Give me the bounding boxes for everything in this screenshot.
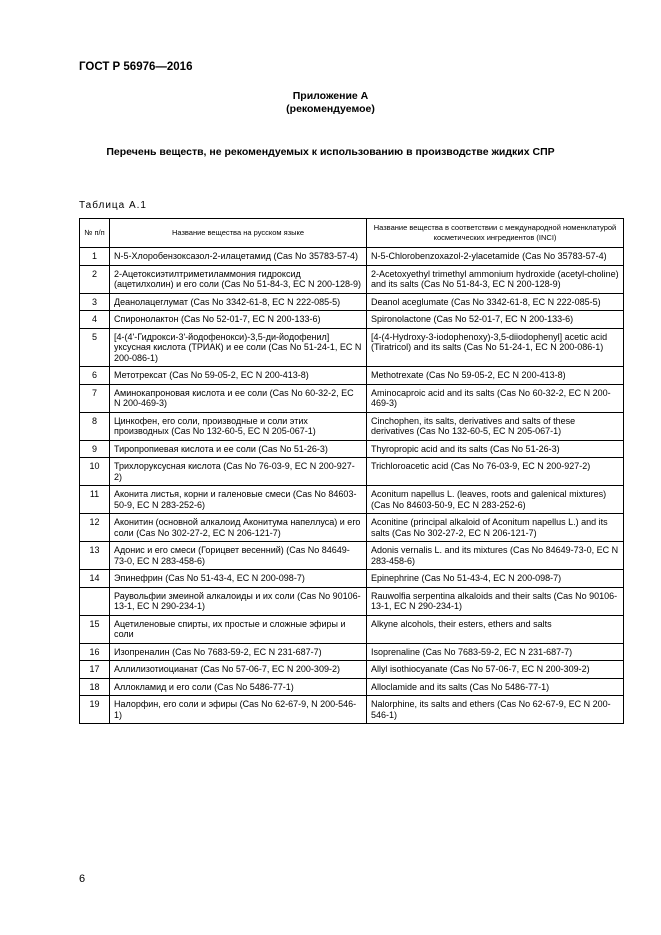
row-russian-name: N-5-Хлоробензоксазол-2-илацетамид (Cas No 35783-57-4) xyxy=(110,248,367,266)
row-inci-name: Epinephrine (Cas No 51-43-4, EC N 200-098-7) xyxy=(367,570,624,588)
table-row xyxy=(80,384,624,412)
table-row xyxy=(80,570,624,588)
row-inci-name: Deanol aceglumate (Cas No 3342-61-8, EC N 222-085-5) xyxy=(367,293,624,311)
row-inci-name: Rauwolfia serpentina alkaloids and their salts (Cas No 90106-13-1, EC N 290-234-1) xyxy=(367,587,624,615)
row-number: 11 xyxy=(80,486,110,514)
row-number: 16 xyxy=(80,643,110,661)
table-row xyxy=(80,486,624,514)
row-inci-name: Alkyne alcohols, their esters, ethers and salts xyxy=(367,615,624,643)
row-inci-name: Nalorphine, its salts and ethers (Cas No 62-67-9, EC N 200-546-1) xyxy=(367,696,624,724)
header-number: № п/п xyxy=(80,219,110,248)
row-number: 17 xyxy=(80,661,110,679)
row-number: 13 xyxy=(80,542,110,570)
substances-table xyxy=(79,218,624,724)
standard-code: ГОСТ Р 56976—2016 xyxy=(79,61,193,73)
table-row xyxy=(80,367,624,385)
table-row xyxy=(80,328,624,367)
table-row xyxy=(80,587,624,615)
row-number: 4 xyxy=(80,311,110,329)
row-russian-name: Эпинефрин (Cas No 51-43-4, EC N 200-098-7) xyxy=(110,570,367,588)
row-number xyxy=(80,587,110,615)
row-number: 12 xyxy=(80,514,110,542)
row-inci-name: Adonis vernalis L. and its mixtures (Cas No 84649-73-0, EC N 283-458-6) xyxy=(367,542,624,570)
row-russian-name: Аминокапроновая кислота и ее соли (Cas No 60-32-2, EC N 200-469-3) xyxy=(110,384,367,412)
row-inci-name: Cinchophen, its salts, derivatives and salts of these derivatives (Cas No 132-60-5, EC N 205-067-1) xyxy=(367,412,624,440)
row-russian-name: Аконита листья, корни и галеновые смеси (Cas No 84603-50-9, EC N 283-252-6) xyxy=(110,486,367,514)
row-russian-name: [4-(4'-Гидрокси-3'-йодофенокси)-3,5-ди-йодофенил] уксусная кислота (ТРИАК) и ее соли (Cas No 51-24-1, EC N 200-086-1) xyxy=(110,328,367,367)
table-row xyxy=(80,514,624,542)
row-inci-name: Aconitum napellus L. (leaves, roots and galenical mixtures) (Cas No 84603-50-9, EC N 283-252-6) xyxy=(367,486,624,514)
row-russian-name: Трихлоруксусная кислота (Cas No 76-03-9, EC N 200-927-2) xyxy=(110,458,367,486)
row-russian-name: Цинкофен, его соли, производные и соли этих производных (Cas No 132-60-5, EC N 205-067-1) xyxy=(110,412,367,440)
table-row xyxy=(80,440,624,458)
row-inci-name: Aminocaproic acid and its salts (Cas No 60-32-2, EC N 200-469-3) xyxy=(367,384,624,412)
row-number: 18 xyxy=(80,678,110,696)
row-number: 5 xyxy=(80,328,110,367)
row-russian-name: Адонис и его смеси (Горицвет весенний) (Cas No 84649-73-0, EC N 283-458-6) xyxy=(110,542,367,570)
row-inci-name: [4-(4-Hydroxy-3-iodophenoxy)-3,5-diiodophenyl] acetic acid (Tiratricol) and its salts (Cas No 51-24-1, EC N 200-086-1) xyxy=(367,328,624,367)
row-russian-name: Аконитин (основной алкалоид Аконитума напеллуса) и его соли (Cas No 302-27-2, EC N 206-121-7) xyxy=(110,514,367,542)
appendix-title: Приложение А xyxy=(292,90,369,102)
row-russian-name: Деанолацеглумат (Cas No 3342-61-8, EC N 222-085-5) xyxy=(110,293,367,311)
page-number: 6 xyxy=(79,873,86,885)
appendix-title-block xyxy=(0,90,661,116)
row-inci-name: Spironolactone (Cas No 52-01-7, EC N 200-133-6) xyxy=(367,311,624,329)
header-inci-name: Название вещества в соответствии с международной номенклатурой косметических ингредиентов (INCI) xyxy=(367,219,624,248)
row-inci-name: Trichloroacetic acid (Cas No 76-03-9, EC N 200-927-2) xyxy=(367,458,624,486)
row-number: 3 xyxy=(80,293,110,311)
appendix-note: (рекомендуемое) xyxy=(286,103,375,115)
row-inci-name: Isoprenaline (Cas No 7683-59-2, EC N 231-687-7) xyxy=(367,643,624,661)
row-inci-name: Thyropropic acid and its salts (Cas No 51-26-3) xyxy=(367,440,624,458)
table-caption: Таблица А.1 xyxy=(79,200,147,211)
row-russian-name: Тиропропиевая кислота и ее соли (Cas No 51-26-3) xyxy=(110,440,367,458)
list-heading: Перечень веществ, не рекомендуемых к использованию в производстве жидких СПР xyxy=(106,146,555,158)
table-row xyxy=(80,293,624,311)
row-inci-name: Methotrexate (Cas No 59-05-2, EC N 200-413-8) xyxy=(367,367,624,385)
row-number: 6 xyxy=(80,367,110,385)
row-russian-name: Налорфин, его соли и эфиры (Cas No 62-67-9, N 200-546-1) xyxy=(110,696,367,724)
table-row xyxy=(80,265,624,293)
row-inci-name: Alloclamide and its salts (Cas No 5486-77-1) xyxy=(367,678,624,696)
row-number: 14 xyxy=(80,570,110,588)
table-row xyxy=(80,458,624,486)
row-inci-name: 2-Acetoxyethyl trimethyl ammonium hydroxide (acetyl-choline) and its salts (Cas No 51-84-3, EC N 200-128-9) xyxy=(367,265,624,293)
table-row xyxy=(80,412,624,440)
row-inci-name: N-5-Chlorobenzoxazol-2-ylacetamide (Cas No 35783-57-4) xyxy=(367,248,624,266)
table-body xyxy=(80,248,624,724)
row-number: 8 xyxy=(80,412,110,440)
row-russian-name: Аллилизотиоцианат (Cas No 57-06-7, EC N 200-309-2) xyxy=(110,661,367,679)
table-row xyxy=(80,696,624,724)
row-russian-name: Ацетиленовые спирты, их простые и сложные эфиры и соли xyxy=(110,615,367,643)
table-row xyxy=(80,615,624,643)
row-number: 15 xyxy=(80,615,110,643)
row-russian-name: Метотрексат (Cas No 59-05-2, EC N 200-413-8) xyxy=(110,367,367,385)
table-header-row xyxy=(80,219,624,248)
row-russian-name: Спиронолактон (Cas No 52-01-7, EC N 200-133-6) xyxy=(110,311,367,329)
row-inci-name: Aconitine (principal alkaloid of Aconitum napellus L.) and its salts (Cas No 302-27-2, EC N 206-121-7) xyxy=(367,514,624,542)
table-row xyxy=(80,248,624,266)
row-number: 2 xyxy=(80,265,110,293)
header-russian-name: Название вещества на русском языке xyxy=(110,219,367,248)
row-number: 10 xyxy=(80,458,110,486)
table-row xyxy=(80,678,624,696)
table-row xyxy=(80,661,624,679)
row-russian-name: Изопреналин (Cas No 7683-59-2, EC N 231-687-7) xyxy=(110,643,367,661)
row-russian-name: Аллокламид и его соли (Cas No 5486-77-1) xyxy=(110,678,367,696)
table-row xyxy=(80,542,624,570)
row-russian-name: Раувольфии змеиной алкалоиды и их соли (Cas No 90106-13-1, EC N 290-234-1) xyxy=(110,587,367,615)
row-number: 9 xyxy=(80,440,110,458)
row-number: 7 xyxy=(80,384,110,412)
row-number: 19 xyxy=(80,696,110,724)
table-row xyxy=(80,643,624,661)
row-number: 1 xyxy=(80,248,110,266)
row-russian-name: 2-Ацетоксиэтилтриметиламмония гидроксид (ацетилхолин) и его соли (Cas No 51-84-3, EC N 200-128-9) xyxy=(110,265,367,293)
row-inci-name: Allyl isothiocyanate (Cas No 57-06-7, EC N 200-309-2) xyxy=(367,661,624,679)
table-row xyxy=(80,311,624,329)
